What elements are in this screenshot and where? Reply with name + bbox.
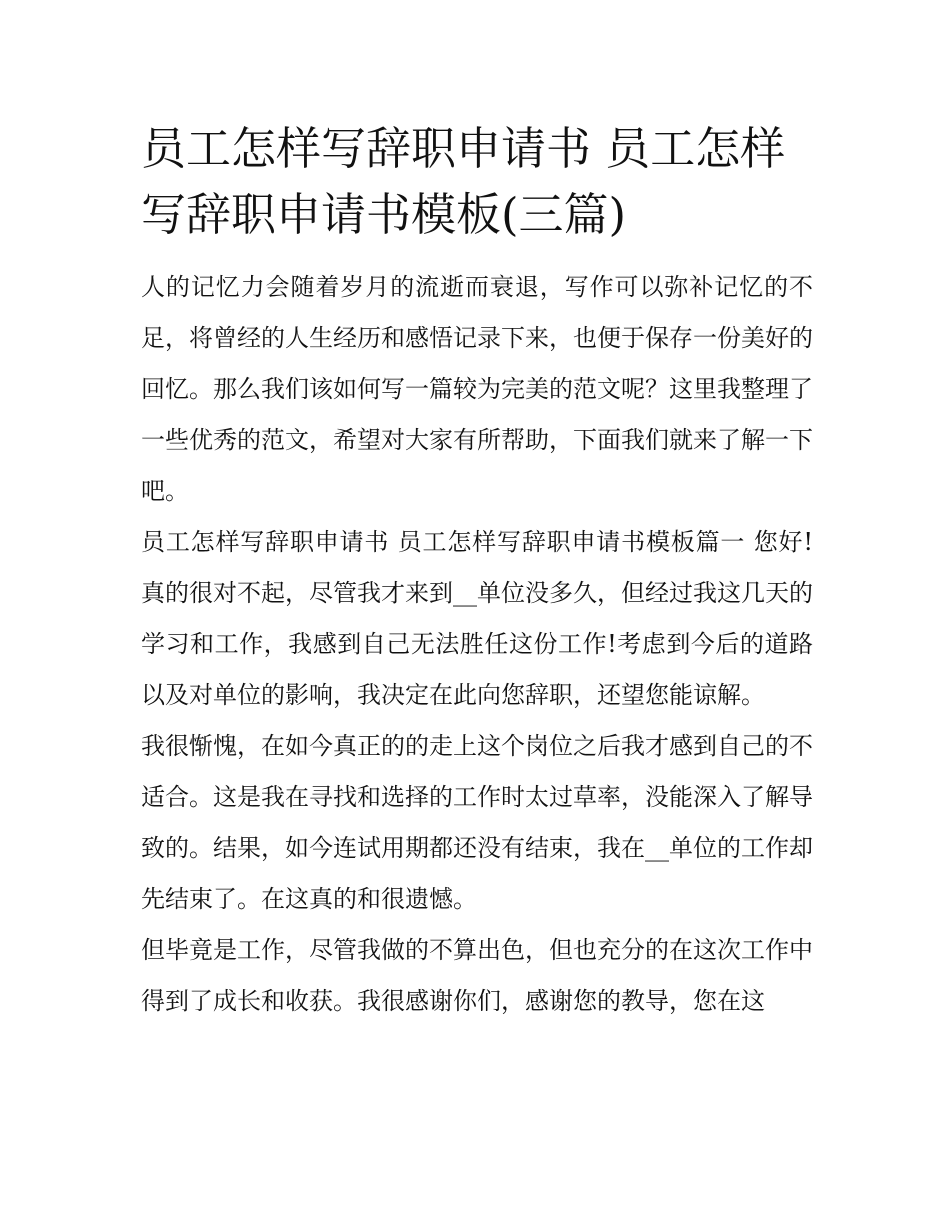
document-body [141,116,813,1027]
paragraph-gratitude: 但毕竟是工作，尽管我做的不算出色，但也充分的在这次工作中得到了成长和收获。我很感谢你们，感谢您的教导，您在这 [141,936,813,1015]
paragraph-intro: 人的记忆力会随着岁月的流逝而衰退，写作可以弥补记忆的不足，将曾经的人生经历和感悟记录下来，也便于保存一份美好的回忆。那么我们该如何写一篇较为完美的范文呢？这里我整理了一些优秀的范文，希望对大家有所帮助，下面我们就来了解一下吧。 [141,273,813,505]
paragraph-regret: 我很惭愧，在如今真正的的走上这个岗位之后我才感到自己的不适合。这是我在寻找和选择的工作时太过草率，没能深入了解导致的。结果，如今连试用期都还没有结束，我在__单位的工作却先结束了。在这真的和很遗憾。 [141,732,813,913]
paragraph-letter-opening: 员工怎样写辞职申请书 员工怎样写辞职申请书模板篇一 您好!真的很对不起，尽管我才来到__单位没多久，但经过我这几天的学习和工作，我感到自己无法胜任这份工作!考虑到今后的道路以及对单位的影响，我决定在此向您辞职，还望您能谅解。 [141,528,813,709]
document-title: 员工怎样写辞职申请书 员工怎样写辞职申请书模板(三篇) [141,122,786,241]
